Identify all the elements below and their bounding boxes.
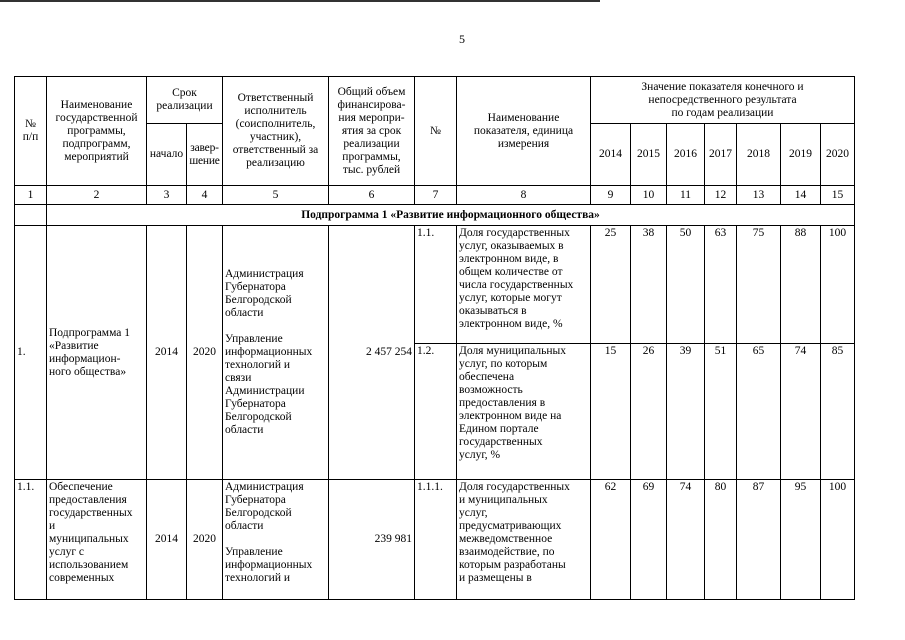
indicator-value: 69 [631,480,667,600]
row-name: Подпрограмма 1 «Развитие информацион- ного общества» [47,226,147,480]
indicator-value: 65 [737,344,781,480]
column-number: 7 [415,186,457,205]
row-end-year: 2020 [187,226,223,480]
indicator-code: 1.2. [415,344,457,480]
header-term-end: завер- шение [187,124,223,186]
column-number: 2 [47,186,147,205]
row-amount: 239 981 [329,480,415,600]
indicator-value: 50 [667,226,705,344]
column-number: 14 [781,186,821,205]
indicator-value: 15 [591,344,631,480]
indicator-value: 63 [705,226,737,344]
indicator-value: 26 [631,344,667,480]
column-number: 8 [457,186,591,205]
indicator-value: 25 [591,226,631,344]
column-number: 12 [705,186,737,205]
column-number: 3 [147,186,187,205]
row-executor: Администрация Губернатора Белгородской области Управление информационных технологий и связи Администрации Губернатора Белгородской области [223,226,329,480]
row-amount: 2 457 254 [329,226,415,480]
row-start-year: 2014 [147,226,187,480]
indicator-value: 39 [667,344,705,480]
indicator-value: 75 [737,226,781,344]
indicator-code: 1.1.1. [415,480,457,600]
header-values-title: Значение показателя конечного и непосредственного результата по годам реализации [591,77,855,124]
header-indicator-name: Наименование показателя, единица измерения [457,77,591,186]
indicator-name: Доля государственных и муниципальных услуг, предусматривающих межведомственное взаимодействие, по которым разработаны и размещены в [457,480,591,600]
indicator-value: 74 [781,344,821,480]
column-number: 4 [187,186,223,205]
header-program-name: Наименование государственной программы, подпрограмм, мероприятий [47,77,147,186]
indicator-value: 100 [821,226,855,344]
indicator-name: Доля муниципальных услуг, по которым обеспечена возможность предоставления в электронном виде на Едином портале государственных услуг, % [457,344,591,480]
column-number: 9 [591,186,631,205]
indicator-value: 51 [705,344,737,480]
top-rule [0,0,600,2]
subprogram-title-blank [15,205,47,226]
header-year: 2019 [781,124,821,186]
indicator-value: 95 [781,480,821,600]
indicator-value: 88 [781,226,821,344]
row-num: 1. [15,226,47,480]
header-year: 2016 [667,124,705,186]
indicator-value: 62 [591,480,631,600]
row-executor: Администрация Губернатора Белгородской области Управление информационных технологий и [223,480,329,600]
header-indicator-num: № [415,77,457,186]
subprogram-title: Подпрограмма 1 «Развитие информационного общества» [47,205,855,226]
indicator-value: 74 [667,480,705,600]
indicator-value: 38 [631,226,667,344]
column-number: 13 [737,186,781,205]
header-year: 2018 [737,124,781,186]
column-number: 6 [329,186,415,205]
page-number: 5 [459,32,465,46]
row-end-year: 2020 [187,480,223,600]
row-name: Обеспечение предоставления государственных и муниципальных услуг с использованием современных [47,480,147,600]
header-year: 2020 [821,124,855,186]
indicator-value: 80 [705,480,737,600]
column-number: 1 [15,186,47,205]
header-term-start: начало [147,124,187,186]
indicator-value: 87 [737,480,781,600]
column-number: 10 [631,186,667,205]
indicator-value: 85 [821,344,855,480]
header-num: № п/п [15,77,47,186]
indicator-code: 1.1. [415,226,457,344]
column-number-row [15,186,855,205]
column-number: 5 [223,186,329,205]
indicator-name: Доля государственных услуг, оказываемых в электронном виде, в общем количестве от числа государственных услуг, которые могут оказываться в электронном виде, % [457,226,591,344]
indicator-value: 100 [821,480,855,600]
header-term: Срок реализации [147,77,223,124]
program-table [14,76,855,600]
header-year: 2017 [705,124,737,186]
row-start-year: 2014 [147,480,187,600]
header-year: 2014 [591,124,631,186]
header-financing: Общий объем финансирова- ния меропри- ятия за срок реализации программы, тыс. рублей [329,77,415,186]
row-num: 1.1. [15,480,47,600]
column-number: 15 [821,186,855,205]
header-executor: Ответственный исполнитель (соисполнитель, участник), ответственный за реализацию [223,77,329,186]
header-year: 2015 [631,124,667,186]
column-number: 11 [667,186,705,205]
